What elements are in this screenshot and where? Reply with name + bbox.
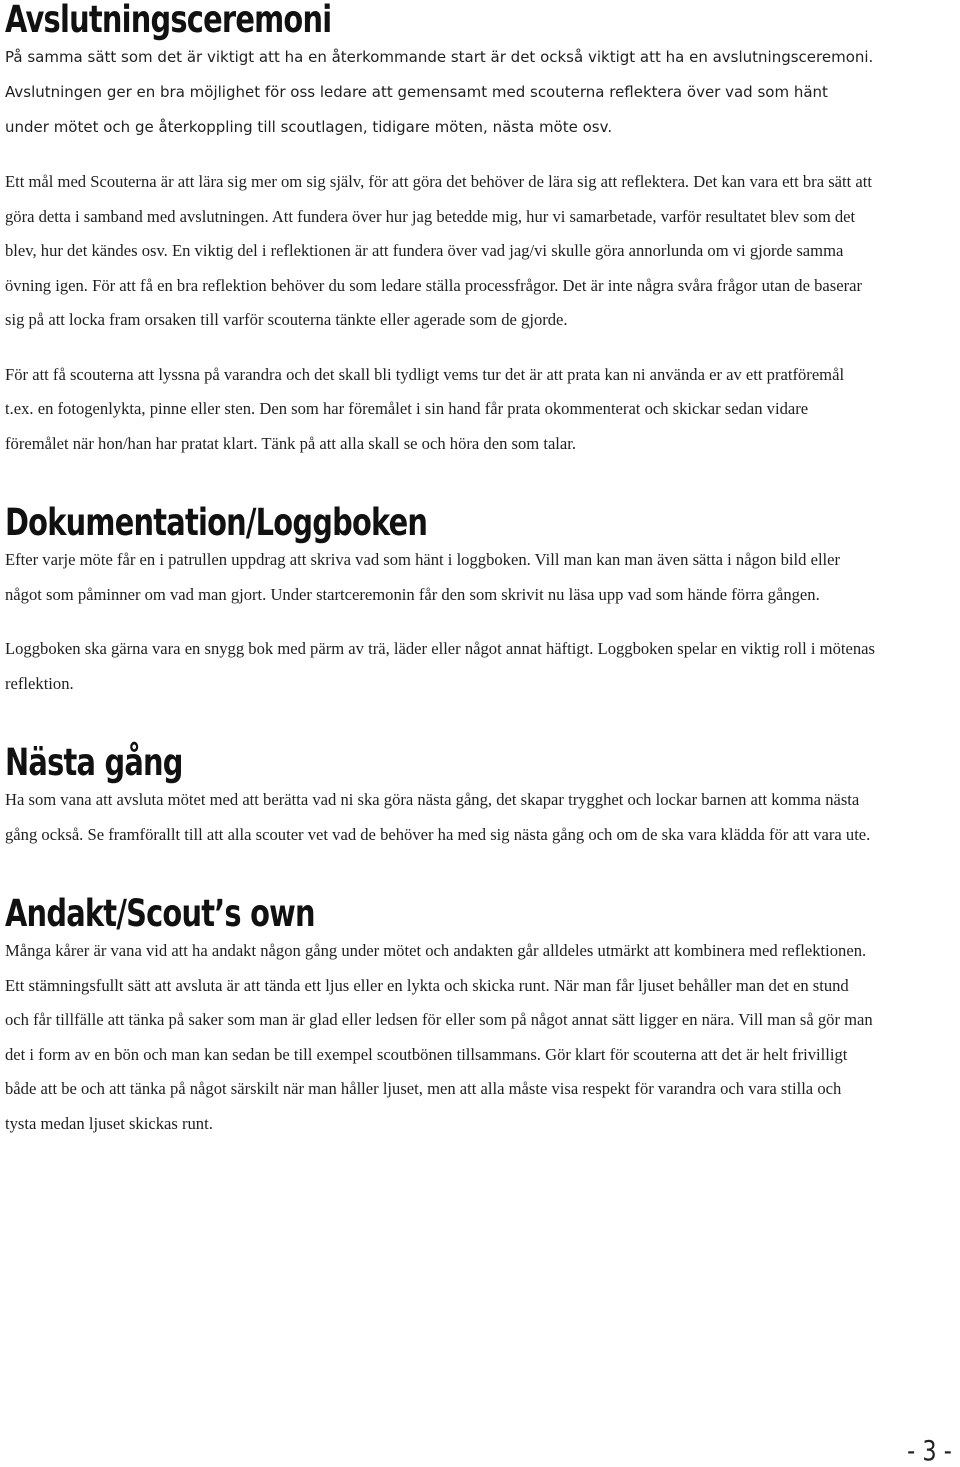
paragraph: För att få scouterna att lyssna på varandra och det skall bli tydligt vems tur det är att prata kan ni använda er av ett pratföremål t.ex. en fotogenlykta, pinne eller sten. Den som har föremålet i sin hand får prata okommenterat och skickar sedan vidare föremålet när hon/han har pratat klart. Tänk på att alla skall se och höra den som talar. [5,364,845,453]
document-page [5,0,875,1141]
paragraph: Efter varje möte får en i patrullen uppdrag att skriva vad som hänt i loggboken. Vill man kan man även sätta i någon bild eller något som påminner om vad man gjort. Under startceremonin får den som skrivit nu läsa upp vad som hände förra gången. [5,550,841,604]
section-dokumentation [5,503,875,701]
page-number: - 3 - [907,1434,952,1467]
paragraph: På samma sätt som det är viktigt att ha en återkommande start är det också viktigt att ha en avslutningsceremoni. Avslutningen ger en bra möjlighet för oss ledare att gemensamt med scouterna reflektera över vad som hänt under mötet och ge återkoppling till scoutlagen, tidigare möten, nästa möte osv. [5,48,874,136]
heading-andakt-scouts-own: Andakt/Scout’s own [5,892,315,935]
heading-avslutningsceremoni: Avslutningsceremoni [5,0,332,41]
paragraph: Många kårer är vana vid att ha andakt någon gång under mötet och andakten går alldeles utmärkt att kombinera med reflektionen. Ett stämningsfullt sätt att avsluta är att tända ett ljus eller en lykta och skicka runt. När man får ljuset behåller man det en stund och får tillfälle att tänka på saker som man är glad eller ledsen för eller som på något annat sätt ligger en nära. Vill man så gör man det i form av en bön och man kan sedan be till exempel scoutbönen tillsammans. Gör klart för scouterna att det är helt frivilligt både att be och att tänka på något särskilt när man håller ljuset, men att alla måste visa respekt för varandra och vara stilla och tysta medan ljuset skickas runt. [5,941,873,1133]
section-nasta-gang [5,743,875,852]
heading-dokumentation-loggboken: Dokumentation/Loggboken [5,501,428,544]
paragraph: Ha som vana att avsluta mötet med att berätta vad ni ska göra nästa gång, det skapar trygghet och lockar barnen att komma nästa gång också. Se framförallt till att alla scouter vet vad de behöver ha med sig nästa gång och om de ska vara klädda för att vara ute. [5,790,871,844]
heading-nasta-gang: Nästa gång [5,741,183,784]
paragraph: Loggboken ska gärna vara en snygg bok med pärm av trä, läder eller något annat häftigt. Loggboken spelar en viktig roll i mötenas reflektion. [5,639,875,693]
section-andakt [5,894,875,1141]
section-avslutningsceremoni [5,0,875,461]
paragraph: Ett mål med Scouterna är att lära sig mer om sig själv, för att göra det behöver de lära sig att reflektera. Det kan vara ett bra sätt att göra detta i samband med avslutningen. Att fundera över hur jag betedde mig, hur vi samarbetade, varför resultatet blev som det blev, hur det kändes osv. En viktig del i reflektionen är att fundera över vad jag/vi skulle göra annorlunda om vi gjorde samma övning igen. För att få en bra reflektion behöver du som ledare ställa processfrågor. Det är inte några svåra frågor utan de baserar sig på att locka fram orsaken till varför scouterna tänkte eller agerade som de gjorde. [5,172,872,329]
